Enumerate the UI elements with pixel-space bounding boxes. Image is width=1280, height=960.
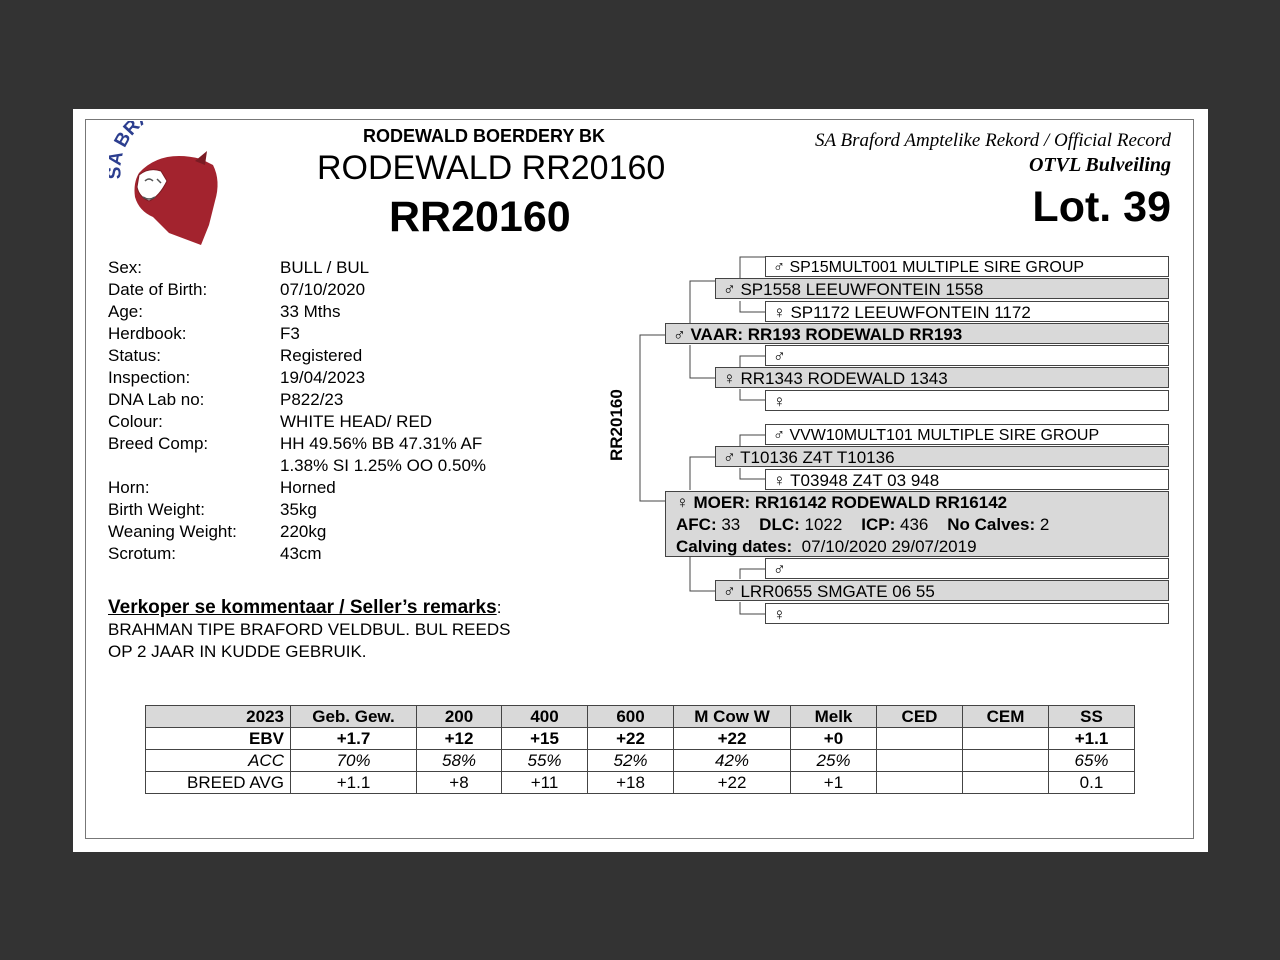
pedigree-sire-sire: ♂ SP1558 LEEUWFONTEIN 1558	[715, 278, 1169, 299]
calving-label: Calving dates:	[676, 537, 793, 556]
table-cell: 65%	[1049, 750, 1135, 772]
table-cell: CEM	[963, 706, 1049, 728]
info-label: Breed Comp:	[108, 434, 209, 453]
table-cell: ACC	[146, 750, 291, 772]
table-cell	[963, 728, 1049, 750]
table-cell: +0	[791, 728, 877, 750]
info-label: Birth Weight:	[108, 500, 206, 519]
table-cell: Melk	[791, 706, 877, 728]
pedigree-dam	[665, 491, 1169, 557]
info-value: P822/23	[280, 390, 344, 409]
pedigree-dam-dam: ♂ LRR0655 SMGATE 06 55	[715, 580, 1169, 601]
dlc-value: 1022	[804, 515, 843, 534]
table-cell: SS	[1049, 706, 1135, 728]
table-cell: 0.1	[1049, 772, 1135, 794]
table-cell	[877, 728, 963, 750]
animal-name: RODEWALD RR20160	[317, 149, 666, 187]
pedigree-dam-dam-dam: ♀	[765, 603, 1169, 624]
table-cell: Geb. Gew.	[291, 706, 417, 728]
table-cell	[877, 750, 963, 772]
remarks-line: OP 2 JAAR IN KUDDE GEBRUIK.	[108, 642, 367, 661]
table-cell: 42%	[674, 750, 791, 772]
dlc-label: DLC:	[759, 515, 800, 534]
info-label: Weaning Weight:	[108, 522, 237, 541]
calving-dates: 07/10/2020 29/07/2019	[801, 537, 977, 556]
pedigree-sire-sire-dam: ♀ SP1172 LEEUWFONTEIN 1172	[765, 301, 1169, 322]
info-value: 1.38% SI 1.25% OO 0.50%	[280, 456, 487, 475]
table-cell: 55%	[502, 750, 588, 772]
pedigree-dam-sire-sire: ♂ VVW10MULT101 MULTIPLE SIRE GROUP	[765, 424, 1169, 445]
official-record-label: SA Braford Amptelike Rekord / Official Record	[815, 130, 1171, 151]
logo-text: BR	[110, 121, 145, 151]
info-value: F3	[280, 324, 300, 343]
table-cell: 52%	[588, 750, 674, 772]
table-cell: +1	[791, 772, 877, 794]
lot-number: Lot. 39	[1032, 183, 1171, 231]
pedigree-sire-dam-sire: ♂	[765, 345, 1169, 366]
info-value: 43cm	[280, 544, 322, 563]
afc-label: AFC:	[676, 515, 717, 534]
table-cell: M Cow W	[674, 706, 791, 728]
info-value: Horned	[280, 478, 336, 497]
table-cell: 25%	[791, 750, 877, 772]
ebv-breed-avg-row	[146, 772, 1135, 794]
table-cell: 200	[417, 706, 502, 728]
icp-value: 436	[899, 515, 929, 534]
table-cell: 70%	[291, 750, 417, 772]
pedigree-dam-sire-dam: ♀ T03948 Z4T 03 948	[765, 469, 1169, 490]
table-cell: 2023	[146, 706, 291, 728]
registration-number: RR20160	[389, 193, 571, 241]
ebv-header-row	[146, 706, 1135, 728]
info-value: BULL / BUL	[280, 258, 370, 277]
dam-calving	[676, 536, 1168, 558]
info-label: Inspection:	[108, 368, 191, 387]
pedigree-dam-dam-sire: ♂	[765, 558, 1169, 579]
info-label: DNA Lab no:	[108, 390, 205, 409]
calves-label: No Calves:	[947, 515, 1036, 534]
table-cell: +22	[674, 772, 791, 794]
info-label: Age:	[108, 302, 143, 321]
info-value: 220kg	[280, 522, 327, 541]
remarks-colon: :	[496, 598, 502, 617]
ebv-table	[145, 705, 1135, 794]
table-cell: CED	[877, 706, 963, 728]
pedigree-sire-dam: ♀ RR1343 RODEWALD 1343	[715, 367, 1169, 388]
info-value: WHITE HEAD/ RED	[280, 412, 433, 431]
pedigree-sire: ♂ VAAR: RR193 RODEWALD RR193	[665, 323, 1169, 344]
table-cell: +8	[417, 772, 502, 794]
remarks-line: BRAHMAN TIPE BRAFORD VELDBUL. BUL REEDS	[108, 620, 511, 639]
farm-name: RODEWALD BOERDERY BK	[363, 126, 606, 146]
ebv-accuracy-row	[146, 750, 1135, 772]
info-value: 33 Mths	[280, 302, 341, 321]
info-label: Status:	[108, 346, 161, 365]
table-cell: EBV	[146, 728, 291, 750]
pedigree-sire-sire-sire: ♂ SP15MULT001 MULTIPLE SIRE GROUP	[765, 256, 1169, 277]
afc-value: 33	[721, 515, 741, 534]
table-cell: 58%	[417, 750, 502, 772]
table-cell: +11	[502, 772, 588, 794]
table-cell: +1.7	[291, 728, 417, 750]
record-sheet: BR RODEWALD BOERDERY BK RODEWALD RR20160 RR20160 SA Braford Amptelike Rekord / Official Record OTVL Bulveiling Lot. 39 Sex: BULL / BUL Date of Birth: 07/10/2020 Age: 33 Mths Herdbook: F3 Status: Registered Inspection: 19/04/2023 DNA Lab no: P822/23 Colour: WHITE HEAD/ RED Breed Comp: HH 49.56% BB 47.31% AF 1.38% SI 1.25% OO 0.50% Horn: Horned Birth Weight: 35kg Weaning Weight: 220kg Scrotum: 43cm Verkoper se kommentaar / Seller’s remarks: BRAHMAN TIPE BRAFORD VELDBUL. BUL REEDS OP 2 JAAR IN KUDDE GEBRUIK. RR20160 ♂ SP15MULT001 MULTIPLE SIRE GROUP ♂ SP1558 LEEUWFONTEIN 1558 ♀ SP1172 LEEUWFONTEIN 1172 ♂ VAAR: RR193 RODEWALD RR193 ♂ ♀ RR1343 RODEWALD 1343 ♀ ♂ VVW10MULT101 MULTIPLE SIRE GROUP ♂ T10136 Z4T T10136 ♀ T03948 Z4T 03 948 ♀ MOER: RR16142 RODEWALD RR16142 AFC: 33 DLC: 1022 ICP: 436 No Calves: 2 Calving dates: 07/10/2020 29/07/2019 ♂ ♂ LRR0655 SMGATE 06 55 ♀ 2023 Geb. Gew. 200 400 600 M Cow W Melk CED CEM SS EBV +1.7 +12 +15 +22 +22 +0 +1.1 ACC 70% 58% 55% 52% 42% 25% 65% BREED AVG +1.1 +8 +11 +18 +22 +1 0.1	[73, 109, 1208, 852]
info-value: 35kg	[280, 500, 317, 519]
icp-label: ICP:	[861, 515, 896, 534]
table-cell: +12	[417, 728, 502, 750]
ebv-values-row	[146, 728, 1135, 750]
table-cell: +22	[674, 728, 791, 750]
info-value: 07/10/2020	[280, 280, 366, 299]
info-value: 19/04/2023	[280, 368, 366, 387]
table-cell	[877, 772, 963, 794]
info-label: Scrotum:	[108, 544, 177, 563]
info-label: Horn:	[108, 478, 150, 497]
info-value: HH 49.56% BB 47.31% AF	[280, 434, 483, 453]
table-cell: +18	[588, 772, 674, 794]
remarks-title: Verkoper se kommentaar / Seller’s remarks	[108, 597, 497, 618]
info-label: Sex:	[108, 258, 143, 277]
info-label: Colour:	[108, 412, 163, 431]
table-cell: 600	[588, 706, 674, 728]
pedigree-sire-dam-dam: ♀	[765, 390, 1169, 411]
dam-stats	[676, 514, 1168, 536]
table-cell: +15	[502, 728, 588, 750]
table-cell: +1.1	[291, 772, 417, 794]
info-label: Herdbook:	[108, 324, 187, 343]
pedigree-dam-sire: ♂ T10136 Z4T T10136	[715, 446, 1169, 467]
table-cell: 400	[502, 706, 588, 728]
info-label: Date of Birth:	[108, 280, 208, 299]
table-cell	[963, 750, 1049, 772]
auction-name: OTVL Bulveiling	[1028, 154, 1171, 176]
table-cell: +1.1	[1049, 728, 1135, 750]
calves-value: 2	[1039, 515, 1050, 534]
table-cell: +22	[588, 728, 674, 750]
info-value: Registered	[280, 346, 363, 365]
table-cell: BREED AVG	[146, 772, 291, 794]
dam-title: ♀ MOER: RR16142 RODEWALD RR16142	[676, 493, 1008, 512]
table-cell	[963, 772, 1049, 794]
